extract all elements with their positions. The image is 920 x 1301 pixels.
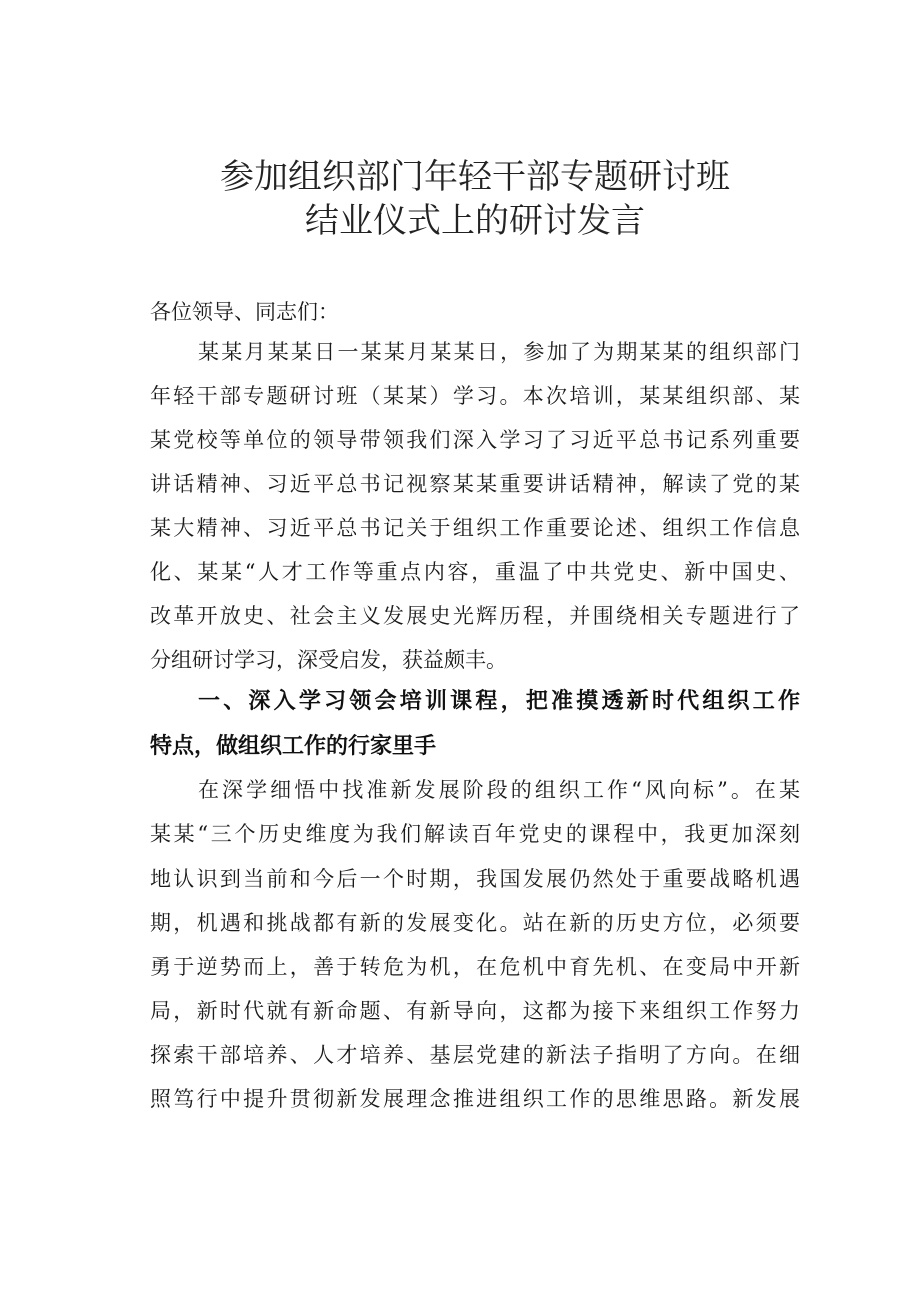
paragraph-1-line: 某党校等单位的领导带领我们深入学习了习近平总书记系列重要 [150, 428, 800, 452]
paragraph-1-line: 改革开放史、社会主义发展史光辉历程，并围绕相关专题进行了 [150, 604, 800, 628]
document-title-line-1: 参加组织部门年轻干部专题研讨班 [220, 157, 730, 197]
paragraph-2-line: 探索干部培养、人才培养、基层党建的新法子指明了方向。在细 [150, 1043, 800, 1067]
document-title-line-2: 结业仪式上的研讨发言 [305, 201, 645, 241]
paragraph-1-line: 讲话精神、习近平总书记视察某某重要讲话精神，解读了党的某 [150, 472, 800, 496]
paragraph-1-line: 化、某某“人才工作等重点内容，重温了中共党史、新中国史、 [150, 560, 800, 584]
paragraph-1-line: 某大精神、习近平总书记关于组织工作重要论述、组织工作信息 [150, 516, 800, 540]
paragraph-1-line: 年轻干部专题研讨班（某某）学习。本次培训，某某组织部、某 [150, 384, 800, 408]
section-1-heading-line: 一、深入学习领会培训课程，把准摸透新时代组织工作 [198, 689, 800, 714]
salutation: 各位领导、同志们： [150, 300, 339, 324]
paragraph-1-line: 分组研讨学习，深受启发，获益颇丰。 [150, 648, 507, 672]
paragraph-2-line: 在深学细悟中找准新发展阶段的组织工作“风向标”。在某 [198, 778, 800, 802]
paragraph-2-line: 期，机遇和挑战都有新的发展变化。站在新的历史方位，必须要 [150, 911, 800, 935]
paragraph-2-line: 某某“三个历史维度为我们解读百年党史的课程中，我更加深刻 [150, 822, 800, 846]
paragraph-2-line: 地认识到当前和今后一个时期，我国发展仍然处于重要战略机遇 [150, 867, 800, 891]
paragraph-1-line: 某某月某某日一某某月某某日，参加了为期某某的组织部门 [198, 340, 800, 364]
paragraph-2-line: 勇于逆势而上，善于转危为机，在危机中育先机、在变局中开新 [150, 955, 800, 979]
section-1-heading-line: 特点，做组织工作的行家里手 [150, 734, 437, 759]
paragraph-2-line: 照笃行中提升贯彻新发展理念推进组织工作的思维思路。新发展 [150, 1087, 800, 1111]
paragraph-2-line: 局，新时代就有新命题、有新导向，这都为接下来组织工作努力 [150, 999, 800, 1023]
